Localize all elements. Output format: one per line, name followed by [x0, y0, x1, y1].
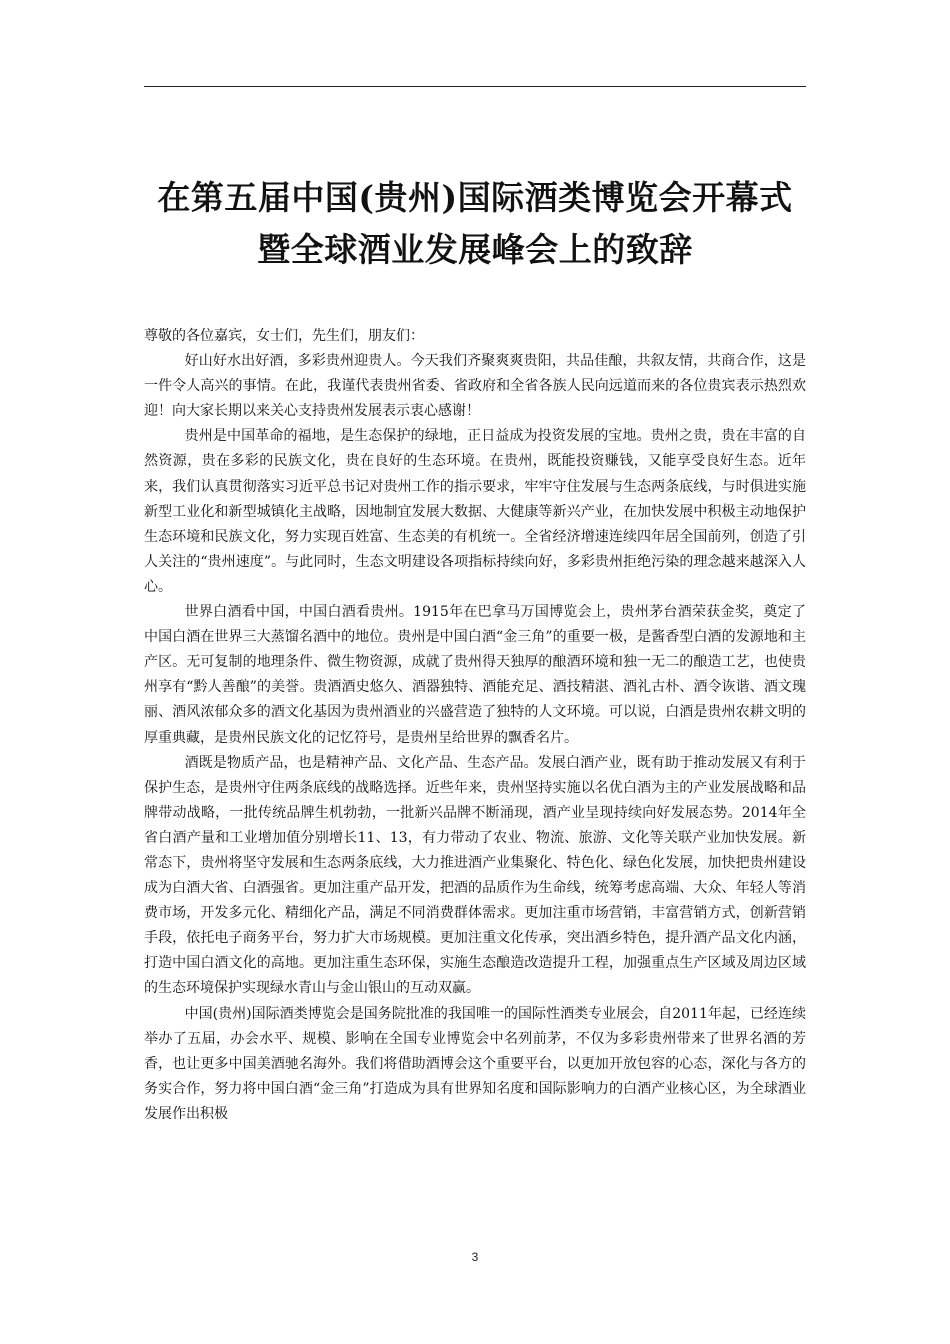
paragraph: 中国(贵州)国际酒类博览会是国务院批准的我国唯一的国际性酒类专业展会，自2011年起，已经连续举办了五届，办会水平、规模、影响在全国专业博览会中名列前茅，不仅为多彩贵州带来了世界名酒的芳香，也让更多中国美酒驰名海外。我们将借助酒博会这个重要平台，以更加开放包容的心态，深化与各方的务实合作，努力将中国白酒“金三角”打造成为具有世界知名度和国际影响力的白酒产业核心区，为全球酒业发展作出积极	[144, 1005, 806, 1122]
paragraph: 酒既是物质产品，也是精神产品、文化产品、生态产品。发展白酒产业，既有助于推动发展又有利于保护生态，是贵州守住两条底线的战略选择。近些年来，贵州坚持实施以名优白酒为主的产业发展战略和品牌带动战略，一批传统品牌生机勃勃，一批新兴品牌不断涌现，酒产业呈现持续向好发展态势。2014年全省白酒产量和工业增加值分别增长11、13，有力带动了农业、物流、旅游、文化等关联产业加快发展。新常态下，贵州将坚守发展和生态两条底线，大力推进酒产业集聚化、特色化、绿色化发展，加快把贵州建设成为白酒大省、白酒强省。更加注重产品开发，把酒的品质作为生命线，统筹考虑高端、大众、年轻人等消费市场，开发多元化、精细化产品，满足不同消费群体需求。更加注重市场营销，丰富营销方式，创新营销手段，依托电子商务平台，努力扩大市场规模。更加注重文化传承，突出酒乡特色，提升酒产品文化内涵，打造中国白酒文化的高地。更加注重生态环保，实施生态酿造改造提升工程，加强重点生产区域及周边区域的生态环境保护实现绿水青山与金山银山的互动双赢。	[144, 754, 806, 997]
title-line-1: 在第五届中国(贵州)国际酒类博览会开幕式	[157, 178, 793, 217]
document-title	[100, 172, 850, 276]
paragraph: 世界白酒看中国，中国白酒看贵州。1915年在巴拿马万国博览会上，贵州茅台酒荣获金奖，奠定了中国白酒在世界三大蒸馏名酒中的地位。贵州是中国白酒“金三角”的重要一极，是酱香型白酒的发源地和主产区。无可复制的地理条件、微生物资源，成就了贵州得天独厚的酿酒环境和独一无二的酿造工艺，也使贵州享有“黔人善酿”的美誉。贵酒酒史悠久、酒器独特、酒能充足、酒技精湛、酒礼古朴、酒令诙谐、酒文瑰丽、酒风浓郁众多的酒文化基因为贵州酒业的兴盛营造了独特的人文环境。可以说，白酒是贵州农耕文明的厚重典藏，是贵州民族文化的记忆符号，是贵州呈给世界的飘香名片。	[144, 604, 806, 746]
page-number: 3	[471, 1250, 479, 1264]
paragraph: 好山好水出好酒，多彩贵州迎贵人。今天我们齐聚爽爽贵阳，共品佳酿，共叙友情，共商合作，这是一件令人高兴的事情。在此，我谨代表贵州省委、省政府和全省各族人民向远道而来的各位贵宾表示热烈欢迎！向大家长期以来关心支持贵州发展表示衷心感谢！	[144, 353, 806, 420]
header-rule	[144, 86, 806, 87]
title-line-2: 暨全球酒业发展峰会上的致辞	[257, 230, 693, 269]
document-body	[144, 324, 806, 1127]
salutation: 尊敬的各位嘉宾，女士们，先生们，朋友们：	[144, 328, 424, 344]
paragraph: 贵州是中国革命的福地，是生态保护的绿地，正日益成为投资发展的宝地。贵州之贵，贵在丰富的自然资源，贵在多彩的民族文化，贵在良好的生态环境。在贵州，既能投资赚钱，又能享受良好生态。近年来，我们认真贯彻落实习近平总书记对贵州工作的指示要求，牢牢守住发展与生态两条底线，与时俱进实施新型工业化和新型城镇化主战略，因地制宜发展大数据、大健康等新兴产业，在加快发展中积极主动地保护生态环境和民族文化，努力实现百姓富、生态美的有机统一。全省经济增速连续四年居全国前列，创造了引人关注的“贵州速度”。与此同时，生态文明建设各项指标持续向好，多彩贵州拒绝污染的理念越来越深入人心。	[144, 428, 806, 595]
